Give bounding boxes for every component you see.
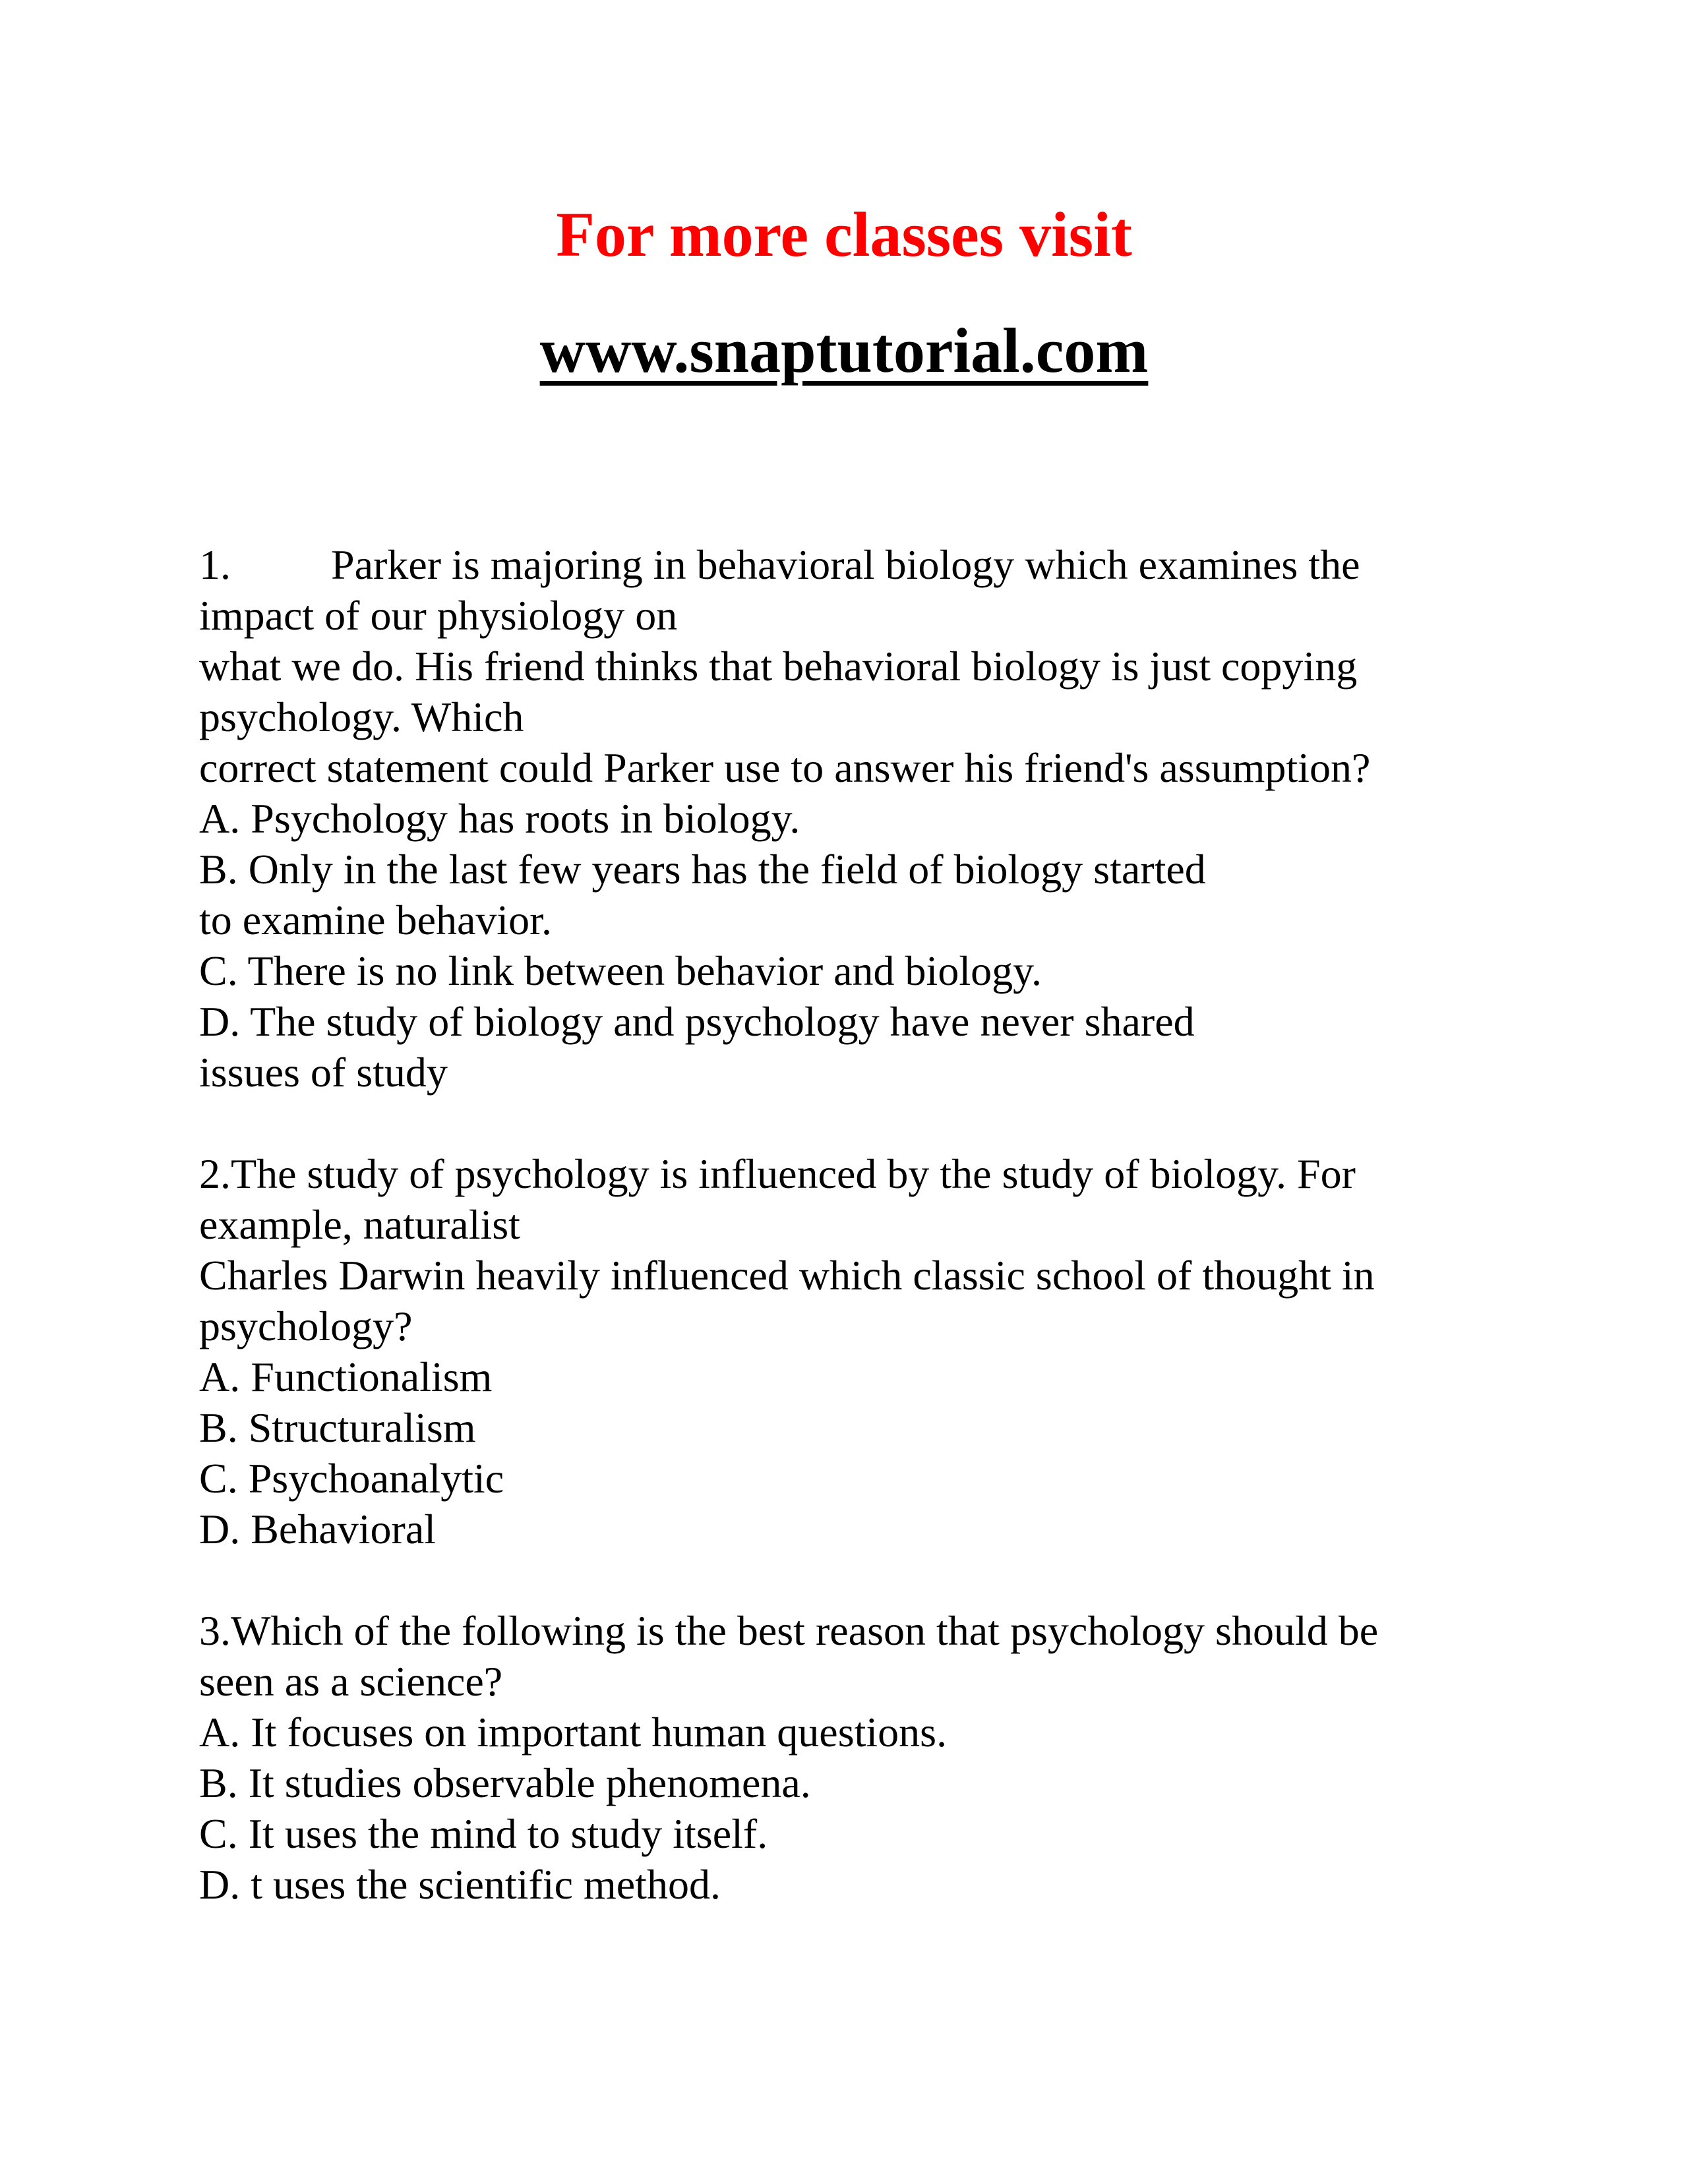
question-text: correct statement could Parker use to answer his friend's assumption?: [199, 744, 1371, 791]
spacer: [199, 1554, 1518, 1605]
answer-option: B. Structuralism: [199, 1404, 476, 1451]
question-3: [199, 1605, 1518, 1910]
question-text: 2.The study of psychology is influenced by the study of biology. For: [199, 1150, 1356, 1197]
answer-option: A. It focuses on important human questions.: [199, 1709, 948, 1756]
answer-option: A. Functionalism: [199, 1353, 493, 1400]
question-1: [199, 539, 1518, 1098]
question-2: [199, 1148, 1518, 1554]
site-link[interactable]: www.snaptutorial.com: [539, 315, 1149, 386]
answer-option: B. It studies observable phenomena.: [199, 1759, 811, 1806]
question-text: psychology?: [199, 1303, 413, 1349]
answer-option: D. Behavioral: [199, 1506, 436, 1552]
question-number: 1.: [199, 541, 231, 588]
answer-option: D. The study of biology and psychology have never shared: [199, 998, 1195, 1045]
answer-option: B. Only in the last few years has the field of biology started: [199, 846, 1206, 893]
question-list: [199, 539, 1518, 1910]
answer-option: C. It uses the mind to study itself.: [199, 1810, 768, 1857]
question-text: Parker is majoring in behavioral biology which examines the: [331, 541, 1360, 588]
answer-option: C. There is no link between behavior and biology.: [199, 947, 1042, 994]
question-text: example, naturalist: [199, 1201, 520, 1248]
answer-option: D. t uses the scientific method.: [199, 1861, 721, 1908]
question-text: psychology. Which: [199, 694, 524, 740]
question-text: impact of our physiology on: [199, 592, 678, 639]
answer-option: C. Psychoanalytic: [199, 1455, 504, 1502]
question-text: 3.Which of the following is the best reason that psychology should be: [199, 1607, 1379, 1654]
question-text: what we do. His friend thinks that behavioral biology is just copying: [199, 643, 1358, 690]
answer-option: issues of study: [199, 1049, 448, 1096]
page-title: For more classes visit: [556, 199, 1132, 270]
question-text: Charles Darwin heavily influenced which classic school of thought in: [199, 1252, 1375, 1299]
question-text: seen as a science?: [199, 1658, 503, 1705]
answer-option: A. Psychology has roots in biology.: [199, 795, 800, 842]
answer-option: to examine behavior.: [199, 897, 552, 943]
spacer: [199, 1098, 1518, 1148]
